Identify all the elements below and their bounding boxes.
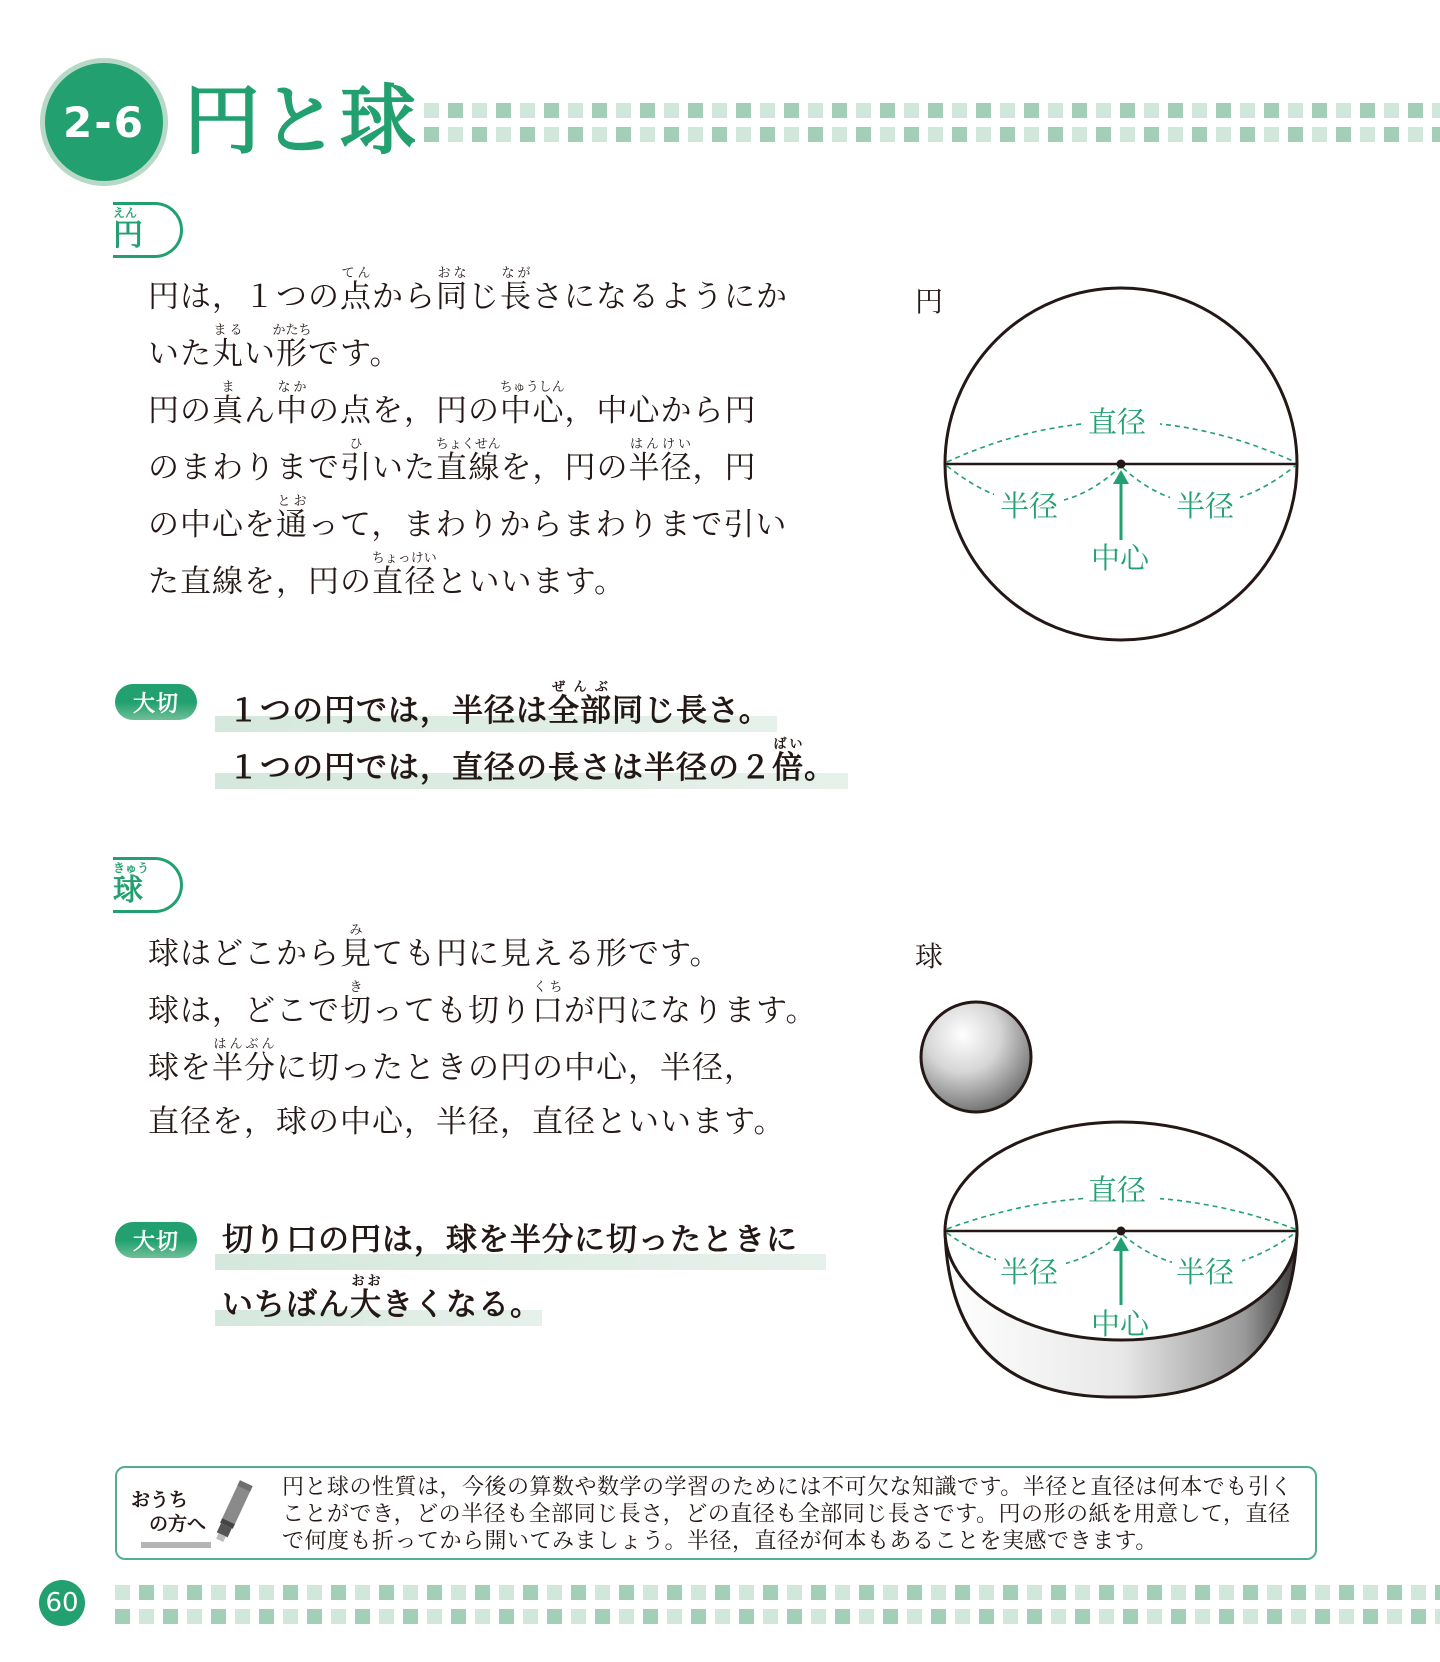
key-point-line: 切り口の円は，球を半分に切ったときに (222, 1222, 798, 1258)
pattern-square (1312, 103, 1327, 118)
section-tab-label: 円 (113, 218, 143, 253)
pattern-square (808, 103, 823, 118)
chapter-number-badge (40, 58, 168, 186)
pattern-square (187, 1609, 202, 1624)
pattern-square (763, 1609, 778, 1624)
pattern-square (1432, 103, 1440, 118)
pattern-square (1075, 1609, 1090, 1624)
pattern-square (496, 103, 511, 118)
pattern-square (1099, 1585, 1114, 1600)
pattern-square (211, 1609, 226, 1624)
pattern-square (1384, 127, 1399, 142)
pattern-square (427, 1609, 442, 1624)
body-text-line: 球は，どこで切きっても切り口くちが円になります。 (148, 980, 818, 1029)
pattern-square (1219, 1585, 1234, 1600)
pattern-square (235, 1585, 250, 1600)
pattern-square (115, 1609, 130, 1624)
center-label: 中心 (1091, 1307, 1150, 1341)
pattern-square (808, 127, 823, 142)
pattern-square (760, 103, 775, 118)
body-text-line: いた丸まるい形かたちです。 (148, 323, 402, 372)
pattern-square (1147, 1585, 1162, 1600)
pattern-square (475, 1609, 490, 1624)
radius-label-right: 半径 (1176, 489, 1235, 523)
body-text-line: 円は，１つの点てんから同おなじ長ながさになるようにか (148, 266, 788, 315)
radius-label-left: 半径 (1000, 1255, 1059, 1289)
pattern-square (976, 103, 991, 118)
footer-dot-pattern-row-2 (115, 1609, 1440, 1624)
pattern-square (139, 1609, 154, 1624)
pattern-square (955, 1585, 970, 1600)
center-arrow-head (1113, 470, 1129, 484)
center-label: 中心 (1091, 541, 1150, 575)
pattern-square (643, 1585, 658, 1600)
body-text-line: のまわりまで引ひいた直線ちょくせんを，円の半径はんけい，円 (148, 437, 757, 486)
section-tab-ruby: えん (113, 206, 138, 220)
pattern-square (1000, 127, 1015, 142)
pattern-square (619, 1585, 634, 1600)
circle-diagram (930, 270, 1320, 660)
body-text-line: た直線を，円の直径ちょっけいといいます。 (148, 551, 627, 600)
pattern-square (1216, 127, 1231, 142)
pattern-square (187, 1585, 202, 1600)
pattern-square (667, 1609, 682, 1624)
note-heading-line-1: おうち (131, 1489, 189, 1511)
pattern-square (1195, 1585, 1210, 1600)
pattern-square (355, 1585, 370, 1600)
pattern-square (1435, 1585, 1440, 1600)
pattern-square (1216, 103, 1231, 118)
pattern-square (928, 103, 943, 118)
pattern-square (691, 1585, 706, 1600)
pattern-square (499, 1585, 514, 1600)
pattern-square (640, 127, 655, 142)
pattern-square (811, 1585, 826, 1600)
pattern-square (1072, 127, 1087, 142)
pattern-square (904, 103, 919, 118)
key-point-line: １つの円では，直径の長さは半径の２倍ばい。 (228, 737, 836, 786)
section-tab-label: 球 (113, 873, 143, 908)
pattern-square (907, 1585, 922, 1600)
pattern-square (832, 103, 847, 118)
pattern-square (712, 127, 727, 142)
pattern-square (1123, 1609, 1138, 1624)
pattern-square (1123, 1585, 1138, 1600)
pattern-square (1240, 127, 1255, 142)
pattern-square (475, 1585, 490, 1600)
pattern-square (787, 1609, 802, 1624)
pattern-square (739, 1609, 754, 1624)
pattern-square (832, 127, 847, 142)
key-point-badge (115, 684, 197, 720)
pattern-square (1147, 1609, 1162, 1624)
pattern-square (544, 127, 559, 142)
pattern-square (1312, 127, 1327, 142)
pattern-square (691, 1609, 706, 1624)
pattern-square (1051, 1585, 1066, 1600)
pattern-square (739, 1585, 754, 1600)
body-text-line: 球はどこから見みても円に見える形です。 (148, 923, 722, 972)
diameter-label: 直径 (1088, 405, 1147, 439)
pattern-square (331, 1609, 346, 1624)
pattern-square (163, 1609, 178, 1624)
pattern-square (355, 1609, 370, 1624)
pattern-square (1171, 1585, 1186, 1600)
key-point-badge (115, 1222, 197, 1258)
pattern-square (1144, 127, 1159, 142)
pattern-square (880, 103, 895, 118)
pattern-square (667, 1585, 682, 1600)
pattern-square (1003, 1609, 1018, 1624)
pattern-square (592, 103, 607, 118)
figure-label-circle: 円 (915, 285, 944, 318)
pattern-square (688, 127, 703, 142)
pattern-square (568, 127, 583, 142)
pattern-square (595, 1609, 610, 1624)
pattern-square (1099, 1609, 1114, 1624)
radius-label-right: 半径 (1176, 1255, 1235, 1289)
pattern-square (811, 1609, 826, 1624)
pattern-square (1096, 103, 1111, 118)
pattern-square (1192, 127, 1207, 142)
pattern-square (763, 1585, 778, 1600)
pattern-square (451, 1609, 466, 1624)
section-tab-sphere (113, 857, 183, 913)
pattern-square (1120, 103, 1135, 118)
pattern-square (1360, 103, 1375, 118)
pattern-square (904, 127, 919, 142)
diameter-label: 直径 (1088, 1173, 1147, 1207)
pattern-square (139, 1585, 154, 1600)
pattern-square (616, 127, 631, 142)
pattern-square (520, 103, 535, 118)
pattern-square (955, 1609, 970, 1624)
pattern-square (1243, 1585, 1258, 1600)
pattern-square (571, 1585, 586, 1600)
pattern-square (664, 127, 679, 142)
pattern-square (1024, 103, 1039, 118)
pattern-square (1048, 103, 1063, 118)
pattern-square (931, 1609, 946, 1624)
pattern-square (1363, 1585, 1378, 1600)
pattern-square (859, 1585, 874, 1600)
pattern-square (472, 127, 487, 142)
pattern-square (1411, 1585, 1426, 1600)
footer-dot-pattern-row-1 (115, 1585, 1440, 1600)
body-text-line: の中心を通とおって，まわりからまわりまで引い (148, 494, 788, 543)
pattern-square (259, 1585, 274, 1600)
body-text-line: 円の真まん中なかの点を，円の中心ちゅうしん，中心から円 (148, 380, 757, 429)
center-dot (1117, 1227, 1126, 1236)
pattern-square (883, 1609, 898, 1624)
page-title: 円と球 (184, 76, 418, 165)
pattern-square (979, 1585, 994, 1600)
pattern-square (424, 127, 439, 142)
pattern-square (1144, 103, 1159, 118)
figure-label-sphere: 球 (915, 940, 944, 973)
pattern-square (1288, 103, 1303, 118)
pattern-square (952, 127, 967, 142)
pattern-square (523, 1585, 538, 1600)
pattern-square (931, 1585, 946, 1600)
pattern-square (424, 103, 439, 118)
pattern-square (331, 1585, 346, 1600)
center-dot (1117, 460, 1126, 469)
pattern-square (784, 103, 799, 118)
pattern-square (1267, 1585, 1282, 1600)
pattern-square (688, 103, 703, 118)
pattern-square (307, 1609, 322, 1624)
section-tab-ruby: きゅう (113, 861, 150, 875)
chapter-number: 2-6 (63, 97, 145, 147)
pattern-square (448, 127, 463, 142)
pattern-square (547, 1585, 562, 1600)
pattern-square (640, 103, 655, 118)
pattern-square (1048, 127, 1063, 142)
pattern-square (307, 1585, 322, 1600)
pattern-square (907, 1609, 922, 1624)
pattern-square (835, 1585, 850, 1600)
pattern-square (592, 127, 607, 142)
pattern-square (1219, 1609, 1234, 1624)
pattern-square (1192, 103, 1207, 118)
pattern-square (1315, 1609, 1330, 1624)
pattern-square (883, 1585, 898, 1600)
pattern-square (283, 1609, 298, 1624)
pattern-square (1288, 127, 1303, 142)
pattern-square (1360, 127, 1375, 142)
pencil-icon (137, 1476, 267, 1556)
note-text: 円と球の性質は，今後の算数や数学の学習のためには不可欠な知識です。半径と直径は何本でも引くことができ，どの半径も全部同じ長さ，どの直径も全部同じ長さです。円の形の紙を用意して，直径で何度も折ってから開いてみましょう。半径，直径が何本もあることを実感できます。 (282, 1475, 1293, 1554)
pattern-square (1336, 127, 1351, 142)
pattern-square (163, 1585, 178, 1600)
pattern-square (616, 103, 631, 118)
pattern-square (1195, 1609, 1210, 1624)
pattern-square (259, 1609, 274, 1624)
page-number (39, 1580, 85, 1626)
pattern-square (403, 1609, 418, 1624)
pattern-square (1264, 127, 1279, 142)
pattern-square (1000, 103, 1015, 118)
pattern-square (1264, 103, 1279, 118)
pattern-square (1408, 103, 1423, 118)
pattern-square (784, 127, 799, 142)
pattern-square (1387, 1609, 1402, 1624)
pattern-square (952, 103, 967, 118)
pattern-square (736, 127, 751, 142)
pattern-square (856, 103, 871, 118)
pattern-square (1096, 127, 1111, 142)
pattern-square (715, 1585, 730, 1600)
pattern-square (448, 103, 463, 118)
pattern-square (664, 103, 679, 118)
pattern-square (1027, 1609, 1042, 1624)
pattern-square (835, 1609, 850, 1624)
pattern-square (496, 127, 511, 142)
pattern-square (1339, 1585, 1354, 1600)
pattern-square (1315, 1585, 1330, 1600)
pattern-square (1003, 1585, 1018, 1600)
pattern-square (115, 1585, 130, 1600)
pattern-square (1387, 1585, 1402, 1600)
pattern-square (1120, 127, 1135, 142)
pattern-square (568, 103, 583, 118)
pattern-square (1027, 1585, 1042, 1600)
pattern-square (736, 103, 751, 118)
pattern-square (715, 1609, 730, 1624)
pattern-square (1435, 1609, 1440, 1624)
pattern-square (619, 1609, 634, 1624)
note-heading-line-2: の方へ (149, 1513, 207, 1535)
pattern-square (283, 1585, 298, 1600)
small-sphere (921, 1002, 1031, 1112)
pattern-square (1291, 1609, 1306, 1624)
pattern-square (859, 1609, 874, 1624)
key-point-line: １つの円では，半径は全部ぜんぶ同じ長さ。 (228, 680, 771, 729)
pattern-square (1411, 1609, 1426, 1624)
header-dot-pattern-row-1 (424, 103, 1440, 118)
pattern-square (1240, 103, 1255, 118)
pattern-square (379, 1609, 394, 1624)
parent-note-box (115, 1466, 1317, 1560)
pattern-square (595, 1585, 610, 1600)
pattern-square (1432, 127, 1440, 142)
pattern-square (1171, 1609, 1186, 1624)
pattern-square (1024, 127, 1039, 142)
circle-description (148, 266, 788, 608)
body-text-line: 直径を，球の中心，半径，直径といいます。 (148, 1104, 786, 1140)
pattern-square (643, 1609, 658, 1624)
pattern-square (1168, 103, 1183, 118)
key-point-line: いちばん大おおきくなる。 (222, 1274, 542, 1323)
pattern-square (1243, 1609, 1258, 1624)
pattern-square (547, 1609, 562, 1624)
pattern-square (379, 1585, 394, 1600)
pattern-square (403, 1585, 418, 1600)
pattern-square (1168, 127, 1183, 142)
header-dot-pattern-row-2 (424, 127, 1440, 142)
pattern-square (520, 127, 535, 142)
pattern-square (928, 127, 943, 142)
pattern-square (1072, 103, 1087, 118)
pattern-square (1267, 1609, 1282, 1624)
pattern-square (880, 127, 895, 142)
pattern-square (979, 1609, 994, 1624)
pattern-square (1075, 1585, 1090, 1600)
pattern-square (499, 1609, 514, 1624)
pattern-square (1051, 1609, 1066, 1624)
pattern-square (451, 1585, 466, 1600)
pattern-square (523, 1609, 538, 1624)
pattern-square (427, 1585, 442, 1600)
pattern-square (235, 1609, 250, 1624)
pattern-square (1384, 103, 1399, 118)
pattern-square (1339, 1609, 1354, 1624)
body-text-line: 球を半分はんぶんに切ったときの円の中心，半径， (148, 1037, 756, 1086)
pattern-square (544, 103, 559, 118)
pattern-square (571, 1609, 586, 1624)
pattern-square (712, 103, 727, 118)
pattern-square (1291, 1585, 1306, 1600)
pattern-square (472, 103, 487, 118)
pattern-square (1363, 1609, 1378, 1624)
pattern-square (1408, 127, 1423, 142)
section-tab-circle (113, 202, 183, 258)
key-point-badge-label: 大切 (132, 1229, 179, 1255)
radius-label-left: 半径 (1000, 489, 1059, 523)
key-point-badge-label: 大切 (132, 691, 179, 717)
pattern-square (856, 127, 871, 142)
pattern-square (760, 127, 775, 142)
sphere-description (148, 923, 818, 1151)
page-number-text: 60 (45, 1588, 79, 1618)
pattern-square (1336, 103, 1351, 118)
pattern-square (976, 127, 991, 142)
pattern-square (787, 1585, 802, 1600)
pattern-square (211, 1585, 226, 1600)
